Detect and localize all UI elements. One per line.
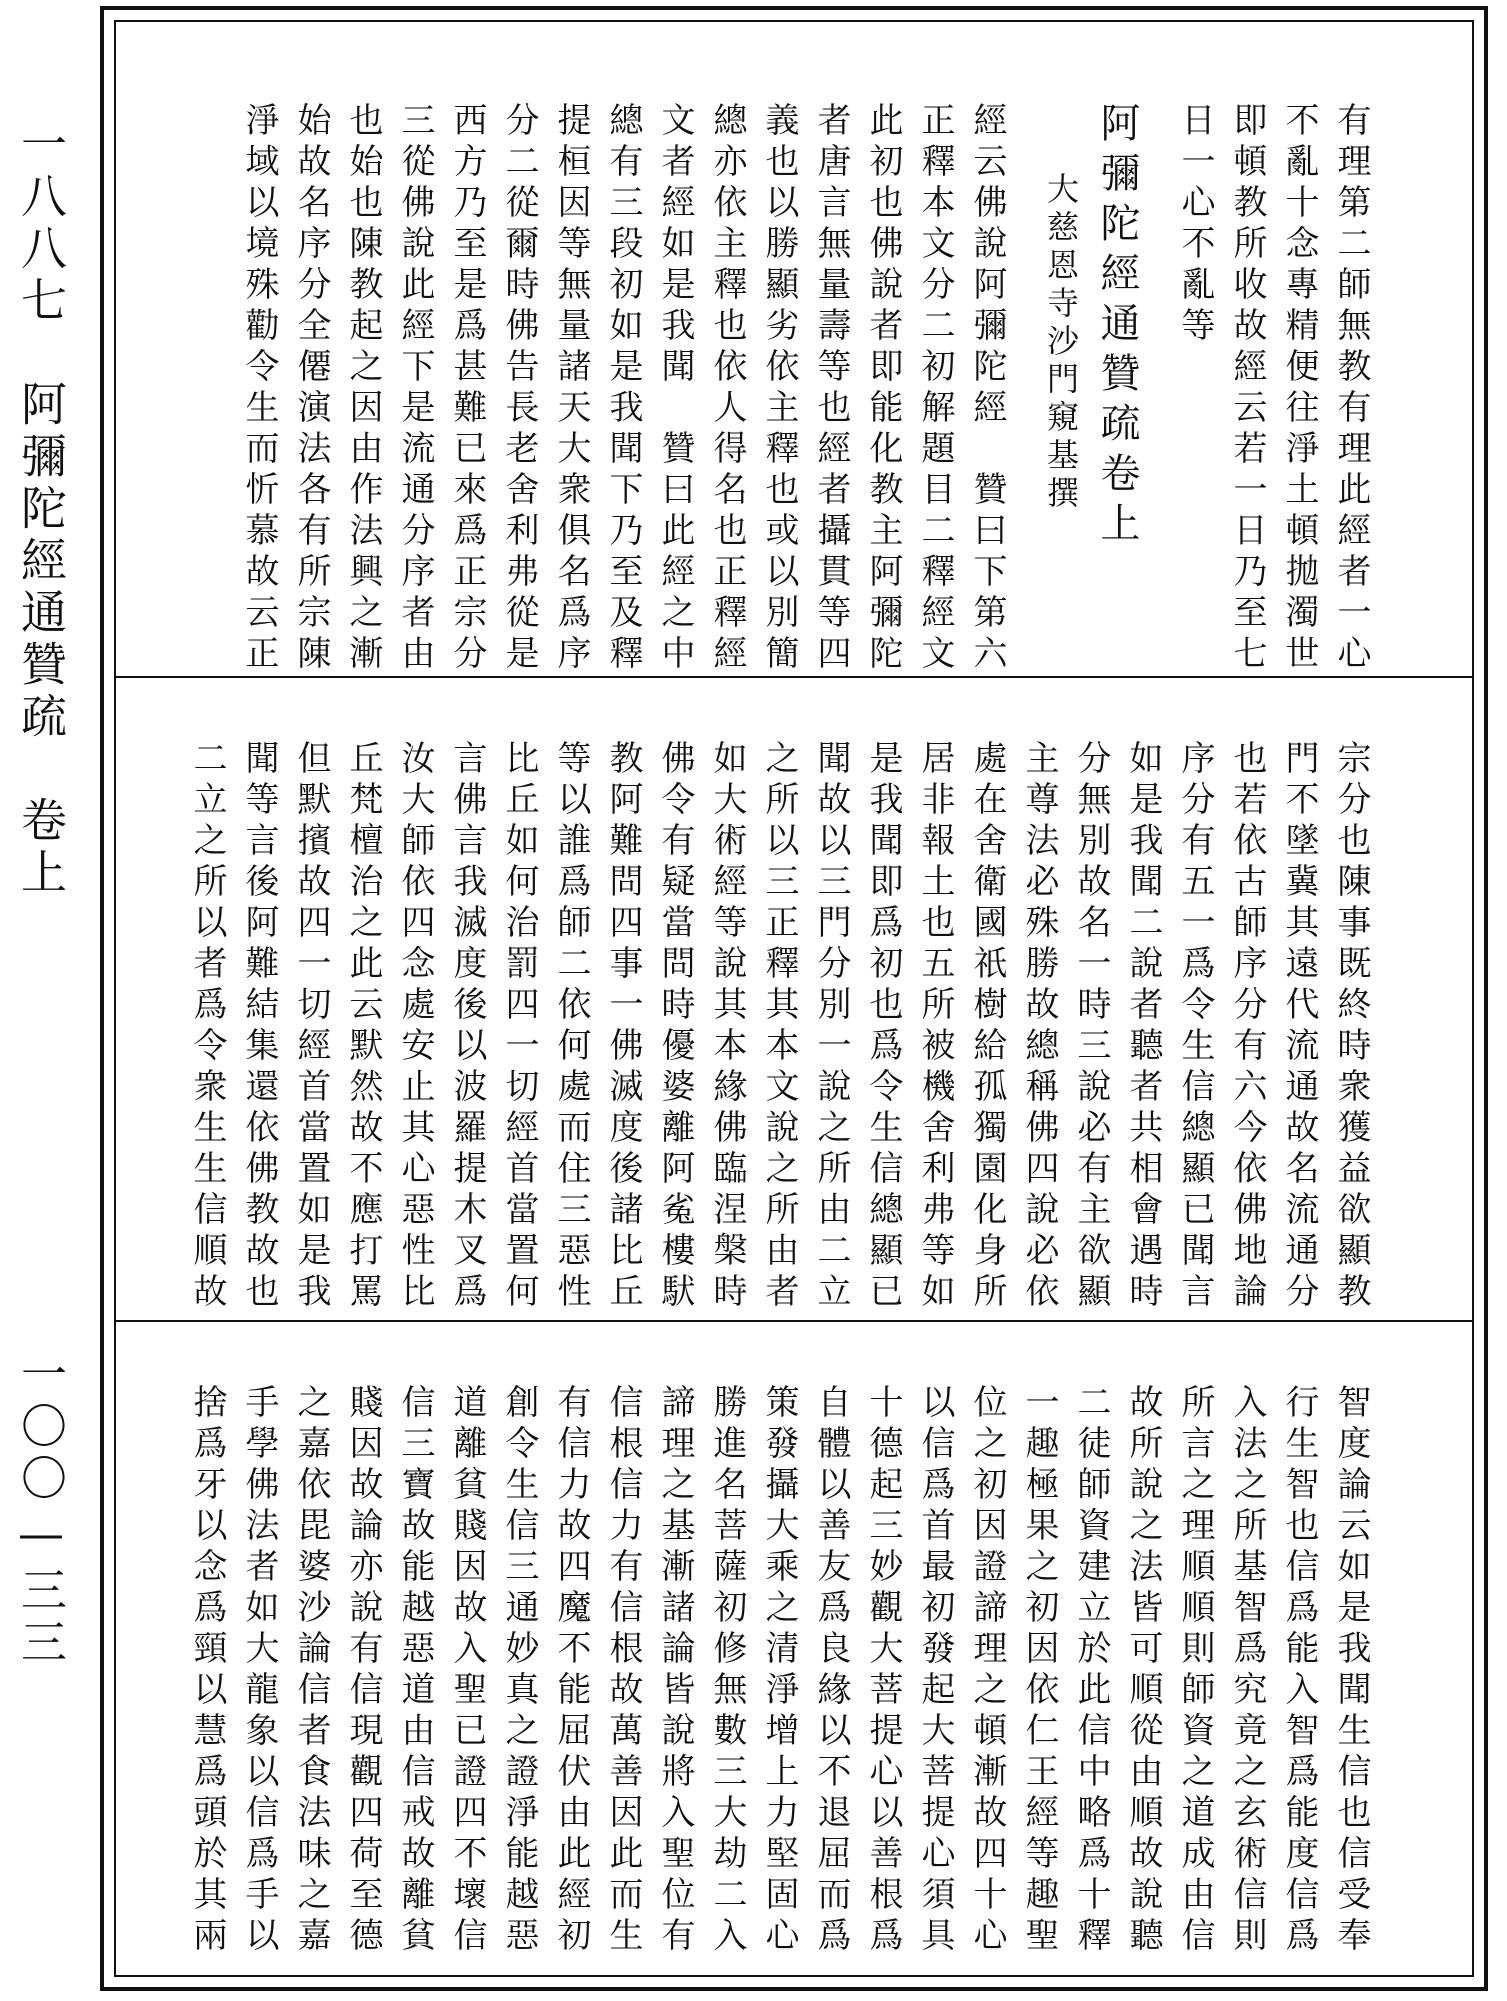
text-column: 汝大師依四念處安止其心惡性比 [395,740,435,1314]
text-column: 門不墜冀其遠代流通故名流通分 [1279,740,1319,1314]
text-column: 宗分也陳事既終時衆獲益欲顯教 [1331,740,1371,1314]
text-column: 有信力故四魔不能屈伏由此經初 [551,1384,591,1958]
text-column: 也若依古師序分有六今依佛地論 [1227,740,1267,1314]
text-column: 手學佛法者如大龍象以信爲手以 [239,1384,279,1958]
text-column: 佛令有疑當問時優婆離阿㝹樓䭾 [655,740,695,1314]
text-column: 自體以善友爲良緣以不退屈而爲 [811,1384,851,1958]
text-column: 言佛言我滅度後以波羅提木叉爲 [447,740,487,1314]
text-column: 諦理之基漸諸論皆說將入聖位有 [655,1384,695,1958]
text-column: 是我聞即爲初也爲令生信總顯已 [863,740,903,1314]
text-panel-2 [116,680,1472,1322]
text-column: 以信爲首最初發起大菩提心須具 [915,1384,955,1958]
text-column: 行生智也信爲能入智爲能度信爲 [1279,1384,1319,1958]
author-line: 大慈恩寺沙門窺基撰 [1042,172,1080,514]
text-column: 信根信力有信根故萬善因此而生 [603,1384,643,1958]
text-column: 總有三段初如是我聞下乃至及釋 [603,102,643,676]
text-column: 日一心不亂等 [1175,102,1215,348]
text-column: 十德起三妙觀大菩提心以善根爲 [863,1384,903,1958]
text-column: 丘梵檀治之此云默然故不應打罵 [343,740,383,1314]
text-column: 經云佛說阿彌陀經 贊曰下第六 [967,102,1007,676]
text-column: 比丘如何治罰四一切經首當置何 [499,740,539,1314]
text-column: 即頓教所收故經云若一日乃至七 [1227,102,1267,676]
text-column: 一趣極果之初因依仁王經等趣聖 [1019,1384,1059,1958]
text-column: 總亦依主釋也依人得名也正釋經 [707,102,747,676]
text-column: 此初也佛說者即能化教主阿彌陀 [863,102,903,676]
text-column: 策發攝大乘之清淨增上力堅固心 [759,1384,799,1958]
text-column: 提桓因等無量諸天大衆俱名爲序 [551,102,591,676]
text-column: 信三寶故能越惡道由信戒故離貧 [395,1384,435,1958]
text-column: 賤因故論亦說有信現觀四荷至德 [343,1384,383,1958]
text-column: 正釋本文分二初解題目二釋經文 [915,102,955,676]
text-column: 但默擯故四一切經首當置如是我 [291,740,331,1314]
text-column: 之嘉依毘婆沙論信者食法味之嘉 [291,1384,331,1958]
page-frame [100,6,1488,1991]
text-column: 淨域以境殊勸令生而忻慕故云正 [239,102,279,676]
text-column: 所言之理順順則師資之道成由信 [1175,1384,1215,1958]
margin-page-number: 一〇〇—三三 [14,1350,68,1670]
text-column: 處在舍衛國祇樹給孤獨園化身所 [967,740,1007,1314]
text-column: 智度論云如是我聞生信也信受奉 [1331,1384,1371,1958]
text-column: 也始也陳教起之因由作法興之漸 [343,102,383,676]
text-column: 分二從爾時佛告長老舍利弗從是 [499,102,539,676]
text-column: 居非報土也五所被機舍利弗等如 [915,740,955,1314]
text-column: 位之初因證諦理之頓漸故四十心 [967,1384,1007,1958]
text-column: 始故名序分全僊演法各有所宗陳 [291,102,331,676]
text-column: 道離貧賤因故入聖已證四不壞信 [447,1384,487,1958]
page-frame-inner [114,20,1474,1977]
text-column: 主尊法必殊勝故總稱佛四說必依 [1019,740,1059,1314]
text-column: 西方乃至是爲甚難已來爲正宗分 [447,102,487,676]
text-column: 者唐言無量壽等也經者攝貫等四 [811,102,851,676]
text-column: 分無別故名一時三說必有主欲顯 [1071,740,1111,1314]
scroll-title: 阿彌陀經通贊疏卷上 [1094,102,1140,552]
column-gap [1147,102,1169,676]
text-column: 二立之所以者爲令衆生生信順故 [187,740,227,1314]
text-column: 文者經如是我聞 贊曰此經之中 [655,102,695,676]
text-column: 之所以三正釋其本文說之所由者 [759,740,799,1314]
text-panel-1 [116,22,1472,678]
text-column: 故所說之法皆可順從由順故說聽 [1123,1384,1163,1958]
text-column: 義也以勝顯劣依主釋也或以別簡 [759,102,799,676]
text-column: 如大術經等說其本緣佛臨涅槃時 [707,740,747,1314]
text-column: 不亂十念專精便往淨土頓拋濁世 [1279,102,1319,676]
text-column: 創令生信三通妙真之證淨能越惡 [499,1384,539,1958]
text-column: 如是我聞二說者聽者共相會遇時 [1123,740,1163,1314]
margin-running-title: 一八八七 阿彌陀經通贊疏 卷上 [14,120,68,900]
text-column: 聞故以三門分別一說之所由二立 [811,740,851,1314]
text-column: 有理第二師無教有理此經者一心 [1331,102,1371,676]
column-gap [1013,102,1035,676]
text-column: 捨爲牙以念爲頸以慧爲頭於其兩 [187,1384,227,1958]
text-column: 勝進名菩薩初修無數三大劫二入 [707,1384,747,1958]
text-column: 序分有五一爲令生信總顯已聞言 [1175,740,1215,1314]
text-panel-3 [116,1324,1472,1977]
text-column: 等以誰爲師二依何處而住三惡性 [551,740,591,1314]
text-column: 入法之所基智爲究竟之玄術信則 [1227,1384,1267,1958]
text-column: 聞等言後阿難結集還依佛教故也 [239,740,279,1314]
text-column: 二徒師資建立於此信中略爲十釋 [1071,1384,1111,1958]
text-column: 三從佛說此經下是流通分序者由 [395,102,435,676]
text-column: 教阿難問四事一佛滅度後諸比丘 [603,740,643,1314]
